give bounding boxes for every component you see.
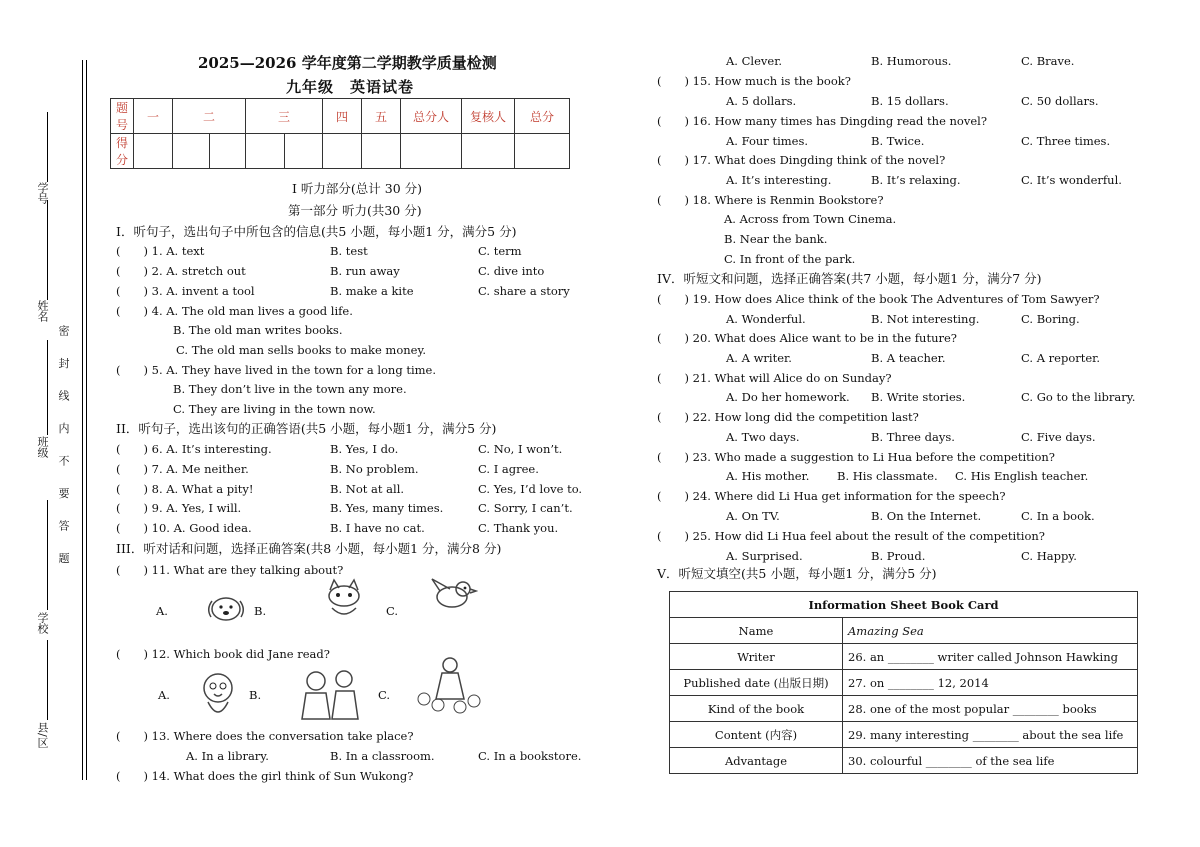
score-cell[interactable] bbox=[401, 134, 462, 169]
score-cell[interactable] bbox=[210, 134, 246, 169]
q20-option-b: B. A teacher. bbox=[871, 351, 946, 365]
score-cell[interactable] bbox=[323, 134, 362, 169]
q21-option-b: B. Write stories. bbox=[871, 390, 966, 404]
card-key-advantage: Advantage bbox=[670, 748, 843, 774]
q20-question: ( ) 20. What does Alice want to be in the future? bbox=[657, 331, 957, 345]
score-row-label: 得分 bbox=[111, 134, 134, 169]
q14-option-a: A. Clever. bbox=[726, 54, 783, 68]
label-xingming: 姓名 bbox=[36, 300, 49, 322]
card-key-content: Content (内容) bbox=[670, 722, 843, 748]
q22-question: ( ) 22. How long did the competition last? bbox=[657, 410, 919, 424]
q23-option-b: B. His classmate. bbox=[837, 469, 938, 483]
q12-label-a: A. bbox=[158, 688, 170, 702]
q6-option-c: C. No, I won’t. bbox=[478, 442, 563, 456]
q20-option-c: C. A reporter. bbox=[1021, 351, 1101, 365]
q17-question: ( ) 17. What does Dingding think of the novel? bbox=[657, 153, 946, 167]
book-card-title: Information Sheet Book Card bbox=[670, 592, 1138, 618]
q13-option-a: A. In a library. bbox=[186, 749, 269, 763]
q7-option-c: C. I agree. bbox=[478, 462, 539, 476]
q15-question: ( ) 15. How much is the book? bbox=[657, 74, 851, 88]
q4-option-a: ( ) 4. A. The old man lives a good life. bbox=[116, 304, 353, 318]
q18-option-a: A. Across from Town Cinema. bbox=[724, 212, 897, 226]
score-header-2: 二 bbox=[173, 99, 246, 134]
duckling-book-image bbox=[196, 668, 240, 724]
q14-option-b: B. Humorous. bbox=[871, 54, 952, 68]
q3-option-b: B. make a kite bbox=[330, 284, 414, 298]
card-value-date[interactable]: 27. on ________ 12, 2014 bbox=[843, 670, 1138, 696]
q13-question: ( ) 13. Where does the conversation take place? bbox=[116, 729, 414, 743]
snow-white-image bbox=[414, 655, 482, 721]
label-banji: 班级 bbox=[36, 436, 49, 458]
q7-option-a: ( ) 7. A. Me neither. bbox=[116, 462, 249, 476]
q20-option-a: A. A writer. bbox=[726, 351, 792, 365]
listening-title: I 听力部分(总计 30 分) bbox=[292, 181, 423, 196]
score-table bbox=[110, 98, 570, 169]
q12-label-c: C. bbox=[378, 688, 391, 702]
q10-option-b: B. I have no cat. bbox=[330, 521, 425, 535]
q5-option-c: C. They are living in the town now. bbox=[173, 402, 376, 416]
score-cell[interactable] bbox=[362, 134, 401, 169]
card-key-date: Published date (出版日期) bbox=[670, 670, 843, 696]
card-value-name: Amazing Sea bbox=[843, 618, 1138, 644]
red-riding-hood-image bbox=[296, 665, 364, 723]
card-key-name: Name bbox=[670, 618, 843, 644]
q24-question: ( ) 24. Where did Li Hua get information for the speech? bbox=[657, 489, 1006, 503]
q10-option-a: ( ) 10. A. Good idea. bbox=[116, 521, 252, 535]
blank-line-xianqu bbox=[47, 640, 48, 720]
score-cell[interactable] bbox=[285, 134, 323, 169]
q4-option-b: B. The old man writes books. bbox=[173, 323, 343, 337]
q18-question: ( ) 18. Where is Renmin Bookstore? bbox=[657, 193, 884, 207]
q2-option-b: B. run away bbox=[330, 264, 400, 278]
section-4-title: IV．听短文和问题，选择正确答案(共7 小题，每小题1 分，满分7 分) bbox=[657, 271, 1042, 286]
q17-option-a: A. It’s interesting. bbox=[726, 173, 832, 187]
puppy-image bbox=[202, 585, 250, 625]
q1-option-a: ( ) 1. A. text bbox=[116, 244, 205, 258]
q9-option-a: ( ) 9. A. Yes, I will. bbox=[116, 501, 242, 515]
q18-option-c: C. In front of the park. bbox=[724, 252, 856, 266]
q22-option-b: B. Three days. bbox=[871, 430, 955, 444]
exam-title: 2025—2026 学年度第二学期教学质量检测 bbox=[198, 54, 497, 72]
q5-option-a: ( ) 5. A. They have lived in the town for a long time. bbox=[116, 363, 437, 377]
q25-question: ( ) 25. How did Li Hua feel about the result of the competition? bbox=[657, 529, 1045, 543]
q13-option-c: C. In a bookstore. bbox=[478, 749, 582, 763]
blank-line-xingming bbox=[47, 200, 48, 300]
bird-image bbox=[430, 573, 478, 613]
listening-part1: 第一部分 听力(共30 分) bbox=[288, 203, 422, 218]
q24-option-b: B. On the Internet. bbox=[871, 509, 982, 523]
q21-option-a: A. Do her homework. bbox=[726, 390, 850, 404]
q4-option-c: C. The old man sells books to make money. bbox=[176, 343, 427, 357]
card-value-writer[interactable]: 26. an ________ writer called Johnson Hawking bbox=[843, 644, 1138, 670]
q11-label-c: C. bbox=[386, 604, 399, 618]
q25-option-b: B. Proud. bbox=[871, 549, 926, 563]
q17-option-b: B. It’s relaxing. bbox=[871, 173, 961, 187]
q9-option-c: C. Sorry, I can’t. bbox=[478, 501, 573, 515]
q22-option-a: A. Two days. bbox=[726, 430, 800, 444]
q15-option-a: A. 5 dollars. bbox=[726, 94, 797, 108]
score-cell[interactable] bbox=[134, 134, 173, 169]
q11-label-a: A. bbox=[156, 604, 168, 618]
blank-line-xuexiao bbox=[47, 500, 48, 610]
q23-option-c: C. His English teacher. bbox=[955, 469, 1089, 483]
q12-label-b: B. bbox=[249, 688, 262, 702]
q24-option-a: A. On TV. bbox=[726, 509, 780, 523]
score-header-zongfen: 总分 bbox=[515, 99, 570, 134]
q1-option-c: C. term bbox=[478, 244, 522, 258]
q7-option-b: B. No problem. bbox=[330, 462, 419, 476]
q6-option-a: ( ) 6. A. It’s interesting. bbox=[116, 442, 272, 456]
q24-option-c: C. In a book. bbox=[1021, 509, 1095, 523]
card-value-kind[interactable]: 28. one of the most popular ________ books bbox=[843, 696, 1138, 722]
q18-option-b: B. Near the bank. bbox=[724, 232, 828, 246]
section-3-title: III．听对话和问题，选择正确答案(共8 小题，每小题1 分，满分8 分) bbox=[116, 541, 502, 556]
score-header-tihao: 题号 bbox=[111, 99, 134, 134]
q8-option-a: ( ) 8. A. What a pity! bbox=[116, 482, 254, 496]
q2-option-c: C. dive into bbox=[478, 264, 545, 278]
q12-question: ( ) 12. Which book did Jane read? bbox=[116, 647, 330, 661]
kitten-image bbox=[320, 578, 368, 620]
q8-option-c: C. Yes, I’d love to. bbox=[478, 482, 583, 496]
q16-option-b: B. Twice. bbox=[871, 134, 925, 148]
q3-option-a: ( ) 3. A. invent a tool bbox=[116, 284, 255, 298]
q15-option-b: B. 15 dollars. bbox=[871, 94, 949, 108]
q16-question: ( ) 16. How many times has Dingding read the novel? bbox=[657, 114, 988, 128]
seal-text: 密 封 线 内 不 要 答 题 bbox=[57, 325, 70, 573]
q2-option-a: ( ) 2. A. stretch out bbox=[116, 264, 246, 278]
score-cell[interactable] bbox=[173, 134, 210, 169]
score-header-3: 三 bbox=[246, 99, 323, 134]
q11-question: ( ) 11. What are they talking about? bbox=[116, 563, 344, 577]
card-key-writer: Writer bbox=[670, 644, 843, 670]
label-xuehao: 学号 bbox=[36, 182, 49, 204]
score-cell[interactable] bbox=[462, 134, 515, 169]
q15-option-c: C. 50 dollars. bbox=[1021, 94, 1099, 108]
score-header-5: 五 bbox=[362, 99, 401, 134]
q16-option-c: C. Three times. bbox=[1021, 134, 1111, 148]
binding-line-inner bbox=[86, 60, 87, 780]
card-value-advantage[interactable]: 30. colourful ________ of the sea life bbox=[843, 748, 1138, 774]
q10-option-c: C. Thank you. bbox=[478, 521, 559, 535]
q9-option-b: B. Yes, many times. bbox=[330, 501, 444, 515]
q11-label-b: B. bbox=[254, 604, 267, 618]
q19-option-b: B. Not interesting. bbox=[871, 312, 980, 326]
blank-line-banji bbox=[47, 340, 48, 435]
q19-option-a: A. Wonderful. bbox=[726, 312, 806, 326]
q22-option-c: C. Five days. bbox=[1021, 430, 1096, 444]
q21-question: ( ) 21. What will Alice do on Sunday? bbox=[657, 371, 892, 385]
section-2-title: II．听句子，选出该句的正确答语(共5 小题，每小题1 分，满分5 分) bbox=[116, 421, 497, 436]
score-header-fuheren: 复核人 bbox=[462, 99, 515, 134]
q25-option-a: A. Surprised. bbox=[726, 549, 803, 563]
q14-question: ( ) 14. What does the girl think of Sun Wukong? bbox=[116, 769, 414, 783]
section-5-title: V．听短文填空(共5 小题，每小题1 分，满分5 分) bbox=[657, 566, 937, 581]
q5-option-b: B. They don’t live in the town any more. bbox=[173, 382, 407, 396]
q14-option-c: C. Brave. bbox=[1021, 54, 1075, 68]
q19-option-c: C. Boring. bbox=[1021, 312, 1080, 326]
card-key-kind: Kind of the book bbox=[670, 696, 843, 722]
blank-line-xuehao bbox=[47, 112, 48, 182]
score-header-zongfenren: 总分人 bbox=[401, 99, 462, 134]
section-1-title: I．听句子，选出句子中所包含的信息(共5 小题，每小题1 分，满分5 分) bbox=[116, 224, 517, 239]
label-xuexiao: 学校 bbox=[36, 612, 49, 634]
q21-option-c: C. Go to the library. bbox=[1021, 390, 1136, 404]
q19-question: ( ) 19. How does Alice think of the book The Adventures of Tom Sawyer? bbox=[657, 292, 1100, 306]
binding-line-outer bbox=[82, 60, 83, 780]
q3-option-c: C. share a story bbox=[478, 284, 570, 298]
book-card-table bbox=[669, 591, 1138, 774]
q6-option-b: B. Yes, I do. bbox=[330, 442, 399, 456]
score-header-4: 四 bbox=[323, 99, 362, 134]
exam-subtitle: 九年级 英语试卷 bbox=[286, 78, 415, 96]
card-value-content[interactable]: 29. many interesting ________ about the sea life bbox=[843, 722, 1138, 748]
label-xianqu: 县/区 bbox=[36, 722, 49, 748]
q23-option-a: A. His mother. bbox=[726, 469, 810, 483]
q1-option-b: B. test bbox=[330, 244, 368, 258]
score-cell[interactable] bbox=[515, 134, 570, 169]
q13-option-b: B. In a classroom. bbox=[330, 749, 435, 763]
score-cell[interactable] bbox=[246, 134, 285, 169]
q8-option-b: B. Not at all. bbox=[330, 482, 405, 496]
q16-option-a: A. Four times. bbox=[726, 134, 809, 148]
q23-question: ( ) 23. Who made a suggestion to Li Hua before the competition? bbox=[657, 450, 1055, 464]
q17-option-c: C. It’s wonderful. bbox=[1021, 173, 1122, 187]
score-header-1: 一 bbox=[134, 99, 173, 134]
q25-option-c: C. Happy. bbox=[1021, 549, 1077, 563]
